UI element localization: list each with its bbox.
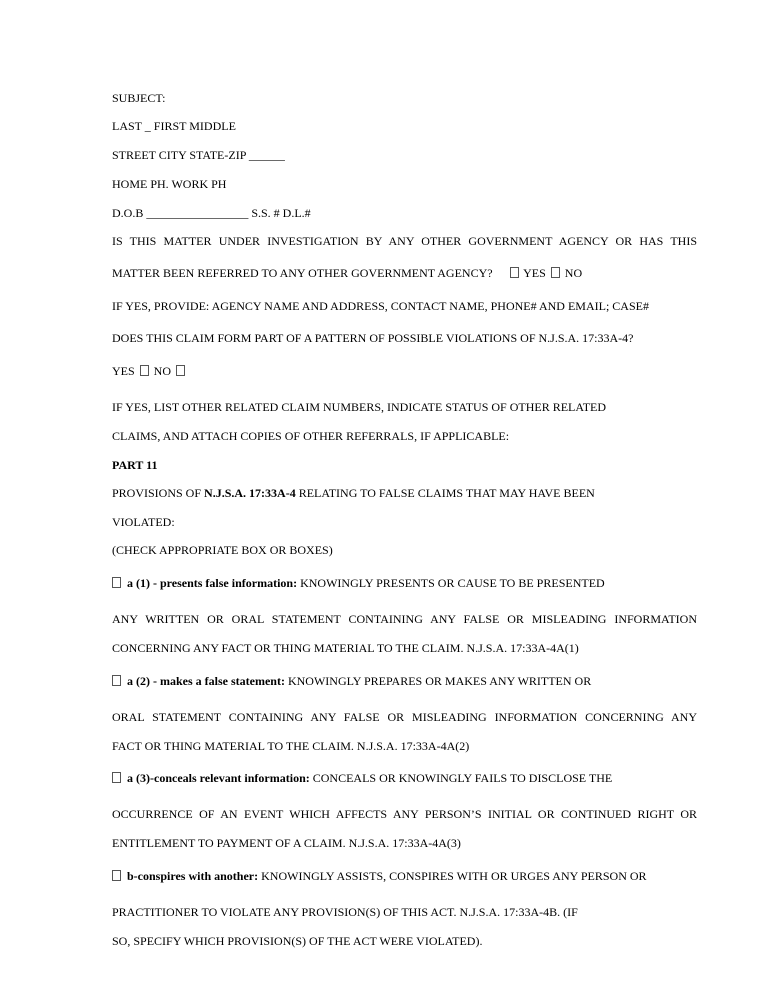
pattern-no-label: NO [153, 364, 172, 378]
subject-label: SUBJECT: [112, 91, 166, 105]
provisions-intro-line2: VIOLATED: [112, 515, 175, 529]
violation-item-a3 [112, 771, 612, 785]
violation-a2-line2: ORAL STATEMENT CONTAINING ANY FALSE OR MISLEADING INFORMATION CONCERNING ANY [112, 710, 697, 724]
provisions-intro-post: RELATING TO FALSE CLAIMS THAT MAY HAVE BEEN [295, 486, 595, 500]
violation-a2-checkbox[interactable] [112, 675, 121, 686]
address-line: STREET CITY STATE-ZIP ______ [112, 148, 285, 162]
violation-b-title: b-conspires with another: [127, 869, 259, 883]
violation-a3-title: a (3)-conceals relevant information: [127, 771, 310, 785]
pattern-options [112, 364, 187, 378]
violation-a1-title: a (1) - presents false information: [127, 576, 298, 590]
investigation-question-line1: IS THIS MATTER UNDER INVESTIGATION BY ANY OTHER GOVERNMENT AGENCY OR HAS THIS [112, 234, 697, 248]
investigation-question-text: MATTER BEEN REFERRED TO ANY OTHER GOVERNMENT AGENCY? [112, 266, 493, 280]
violation-a3-line2: OCCURRENCE OF AN EVENT WHICH AFFECTS ANY PERSON’S INITIAL OR CONTINUED RIGHT OR [112, 807, 697, 821]
pattern-if-yes-line1: IF YES, LIST OTHER RELATED CLAIM NUMBERS, INDICATE STATUS OF OTHER RELATED [112, 400, 607, 414]
part-heading: PART 11 [112, 458, 158, 472]
investigation-if-yes: IF YES, PROVIDE: AGENCY NAME AND ADDRESS, CONTACT NAME, PHONE# AND EMAIL; CASE# [112, 299, 649, 313]
violation-a3-text: CONCEALS OR KNOWINGLY FAILS TO DISCLOSE THE [309, 771, 613, 785]
pattern-no-checkbox[interactable] [176, 365, 185, 376]
violation-item-a1 [112, 576, 605, 590]
violation-a2-title: a (2) - makes a false statement: [127, 674, 285, 688]
violation-a3-line3: ENTITLEMENT TO PAYMENT OF A CLAIM. N.J.S.A. 17:33A-4A(3) [112, 836, 461, 850]
violation-item-a2 [112, 674, 591, 688]
provisions-statute: N.J.S.A. 17:33A-4 [204, 486, 296, 500]
violation-a3-checkbox[interactable] [112, 772, 121, 783]
investigation-no-checkbox[interactable] [551, 267, 560, 278]
pattern-yes-label: YES [112, 364, 135, 378]
dob-line: D.O.B _________________ S.S. # D.L.# [112, 206, 311, 220]
violation-b-line2: PRACTITIONER TO VIOLATE ANY PROVISION(S) OF THIS ACT. N.J.S.A. 17:33A-4B. (IF [112, 905, 578, 919]
violation-b-text: KNOWINGLY ASSISTS, CONSPIRES WITH OR URGES ANY PERSON OR [258, 869, 647, 883]
pattern-yes-checkbox[interactable] [140, 365, 149, 376]
violation-item-b [112, 869, 647, 883]
investigation-yes-checkbox[interactable] [510, 267, 519, 278]
name-line: LAST _ FIRST MIDDLE [112, 119, 236, 133]
investigation-no-label: NO [564, 266, 583, 280]
provisions-intro-pre: PROVISIONS OF [112, 486, 205, 500]
violation-a2-line3: FACT OR THING MATERIAL TO THE CLAIM. N.J.S.A. 17:33A-4A(2) [112, 739, 470, 753]
violation-b-line3: SO, SPECIFY WHICH PROVISION(S) OF THE ACT WERE VIOLATED). [112, 934, 483, 948]
pattern-question: DOES THIS CLAIM FORM PART OF A PATTERN OF POSSIBLE VIOLATIONS OF N.J.S.A. 17:33A-4? [112, 331, 634, 345]
phone-line: HOME PH. WORK PH [112, 177, 227, 191]
provisions-intro [112, 486, 595, 500]
violation-a1-line3: CONCERNING ANY FACT OR THING MATERIAL TO THE CLAIM. N.J.S.A. 17:33A-4A(1) [112, 641, 579, 655]
violation-a1-line2: ANY WRITTEN OR ORAL STATEMENT CONTAINING ANY FALSE OR MISLEADING INFORMATION [112, 612, 697, 626]
investigation-yes-label: YES [523, 266, 546, 280]
violation-a2-text: KNOWINGLY PREPARES OR MAKES ANY WRITTEN OR [284, 674, 592, 688]
violation-a1-text: KNOWINGLY PRESENTS OR CAUSE TO BE PRESENTED [297, 576, 605, 590]
violation-a1-checkbox[interactable] [112, 577, 121, 588]
check-note: (CHECK APPROPRIATE BOX OR BOXES) [112, 543, 333, 557]
pattern-if-yes-line2: CLAIMS, AND ATTACH COPIES OF OTHER REFERRALS, IF APPLICABLE: [112, 429, 510, 443]
investigation-question-line2 [112, 266, 582, 280]
violation-b-checkbox[interactable] [112, 870, 121, 881]
